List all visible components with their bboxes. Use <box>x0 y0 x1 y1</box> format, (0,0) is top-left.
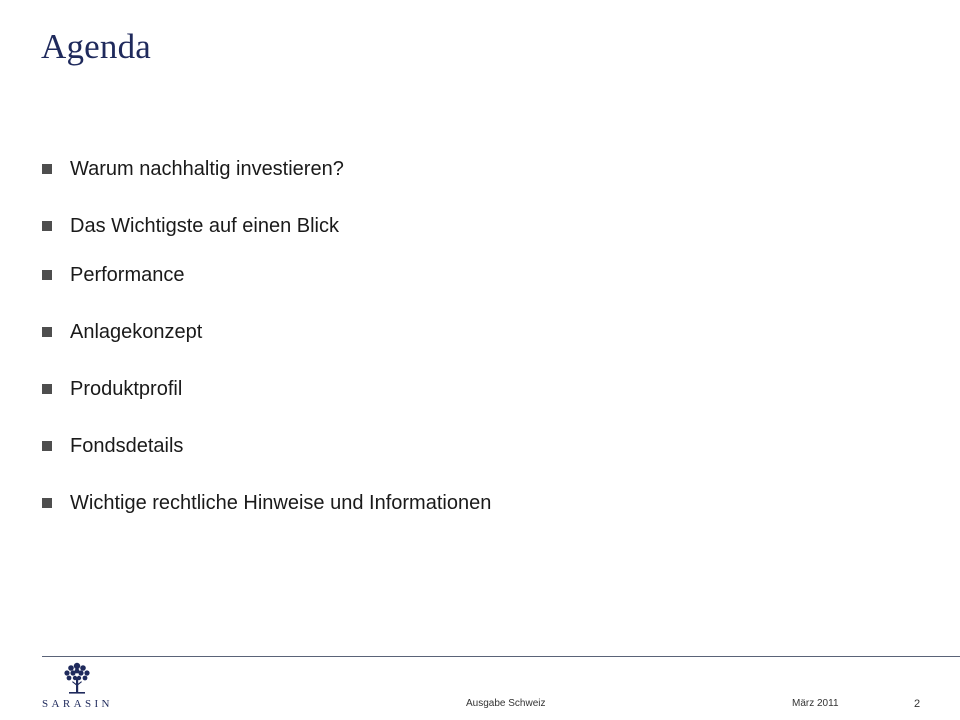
footer-date: März 2011 <box>792 698 839 709</box>
square-bullet-icon <box>42 498 52 508</box>
agenda-item <box>42 318 202 346</box>
agenda-item-label: Warum nachhaltig investieren? <box>70 157 344 180</box>
agenda-item-label: Das Wichtigste auf einen Blick <box>70 214 340 237</box>
agenda-item-label: Produktprofil <box>70 377 183 400</box>
agenda-item <box>42 489 491 517</box>
square-bullet-icon <box>42 221 52 231</box>
slide-title: Agenda <box>41 27 152 66</box>
square-bullet-icon <box>42 164 52 174</box>
square-bullet-icon <box>42 270 52 280</box>
agenda-item <box>42 261 185 289</box>
logo-wordmark: SARASIN <box>42 698 113 710</box>
square-bullet-icon <box>42 327 52 337</box>
agenda-item-label: Performance <box>70 263 185 286</box>
tree-logo-icon <box>60 660 94 696</box>
agenda-item <box>42 375 182 403</box>
agenda-item-label: Fondsdetails <box>70 434 184 457</box>
agenda-item <box>42 212 339 240</box>
agenda-item <box>42 432 183 460</box>
square-bullet-icon <box>42 441 52 451</box>
sarasin-logo <box>42 660 132 716</box>
footer-edition: Ausgabe Schweiz <box>466 698 546 709</box>
footer-divider <box>42 656 960 657</box>
agenda-item-label: Anlagekonzept <box>70 320 203 343</box>
square-bullet-icon <box>42 384 52 394</box>
agenda-item-label: Wichtige rechtliche Hinweise und Informationen <box>70 491 492 514</box>
agenda-item <box>42 155 344 183</box>
page-number: 2 <box>914 698 921 710</box>
